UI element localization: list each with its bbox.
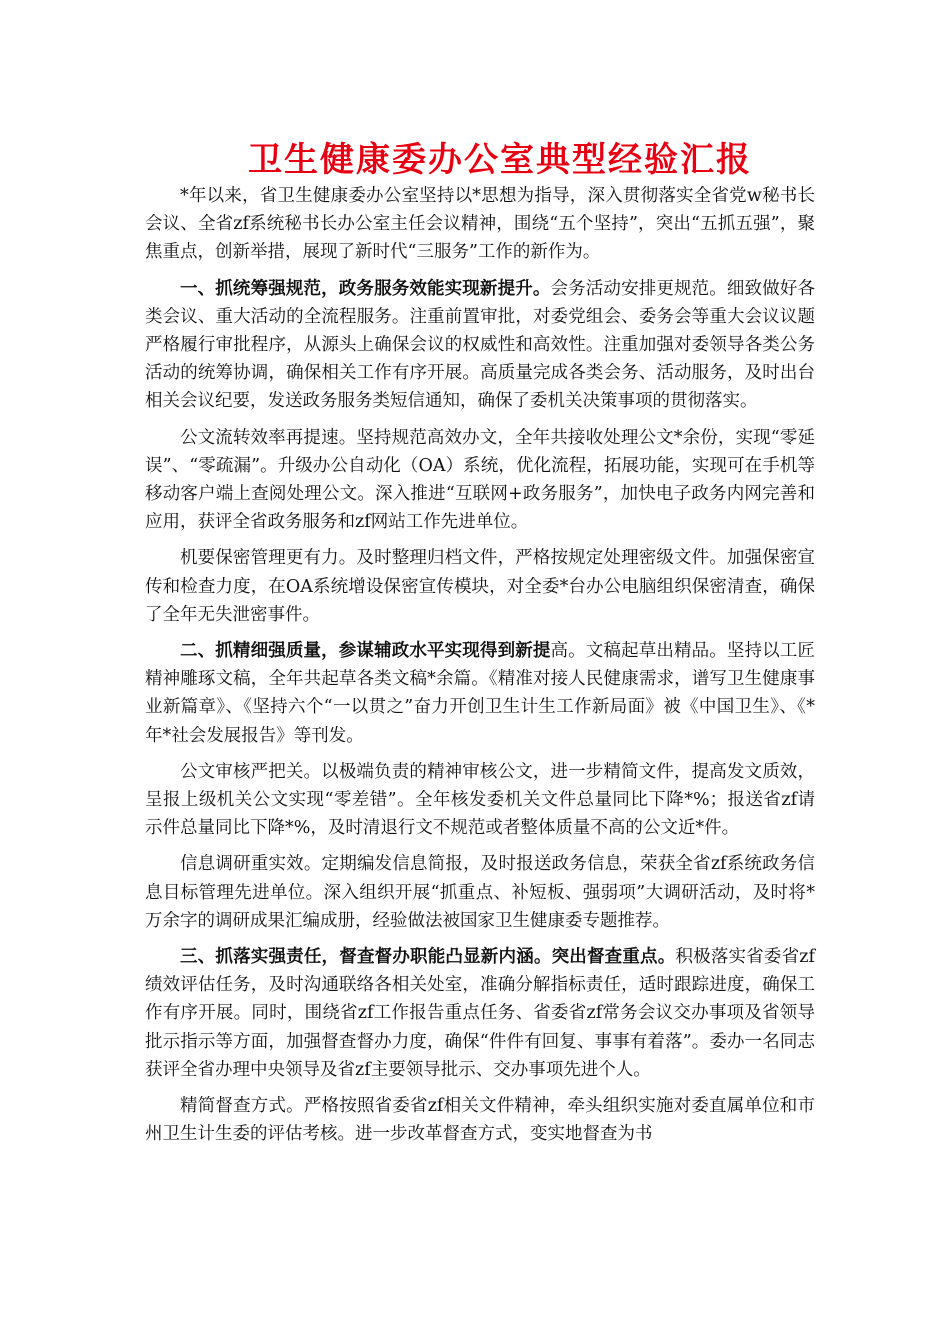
paragraph: 信息调研重实效。定期编发信息简报，及时报送政务信息，荣获全省zf系统政务信息目标管理先进单位。深入组织开展“抓重点、补短板、强弱项”大调研活动，及时将*万余字的调研成果汇编成册，经验做法被国家卫生健康委专题推荐。 <box>145 854 815 931</box>
section-heading: 三、抓落实强责任，督查督办职能凸显新内涵。突出督查重点。 <box>180 947 676 968</box>
paragraph: 精简督查方式。严格按照省委省zf相关文件精神，牵头组织实施对委直属单位和市州卫生计生委的评估考核。进一步改革督查方式，变实地督查为书 <box>145 1096 815 1145</box>
section-paragraph: 一、抓统筹强规范，政务服务效能实现新提升。会务活动安排更规范。细致做好各类会议、重大活动的全流程服务。注重前置审批，对委党组会、委务会等重大会议议题严格履行审批程序，从源头上确保会议的权威性和高效性。注重加强对委领导各类公务活动的统筹协调，确保相关工作有序开展。高质量完成各类会务、活动服务，及时出台相关会议纪要，发送政务服务类短信通知，确保了委机关决策事项的贯彻落实。 <box>145 278 815 412</box>
section-heading: 一、抓统筹强规范，政务服务效能实现新提升。 <box>180 278 551 299</box>
section-paragraph: 三、抓落实强责任，督查督办职能凸显新内涵。突出督查重点。积极落实省委省zf绩效评估任务，及时沟通联络各相关处室，准确分解指标责任，适时跟踪进度，确保工作有序开展。同时，围绕省zf工作报告重点任务、省委省zf常务会议交办事项及省领导批示指示等方面，加强督查督办力度，确保“件件有回复、事事有着落”。委办一名同志获评全省办理中央领导及省zf主要领导批示、交办事项先进个人。 <box>145 947 815 1080</box>
paragraph: *年以来，省卫生健康委办公室坚持以*思想为指导，深入贯彻落实全省党w秘书长会议、全省zf系统秘书长办公室主任会议精神，围绕“五个坚持”，突出“五抓五强”，聚焦重点，创新举措，展现了新时代“三服务”工作的新作为。 <box>145 186 815 263</box>
document-title: 卫生健康委办公室典型经验汇报 <box>248 140 752 180</box>
paragraph: 机要保密管理更有力。及时整理归档文件，严格按规定处理密级文件。加强保密宣传和检查力度，在OA系统增设保密宣传模块，对全委*台办公电脑组织保密清查，确保了全年无失泄密事件。 <box>145 548 815 625</box>
paragraph: 公文流转效率再提速。坚持规范高效办文，全年共接收处理公文*余份，实现“零延误”、“零疏漏”。升级办公自动化（OA）系统，优化流程，拓展功能，实现可在手机等移动客户端上查阅处理公文。深入推进“互联网+政务服务”，加快电子政务内网完善和应用，获评全省政务服务和zf网站工作先进单位。 <box>145 427 815 533</box>
section-heading: 二、抓精细强质量，参谋辅政水平实现得到新提 <box>180 641 551 662</box>
section-paragraph: 二、抓精细强质量，参谋辅政水平实现得到新提高。文稿起草出精品。坚持以工匠精神雕琢文稿，全年共起草各类文稿*余篇。《精准对接人民健康需求，谱写卫生健康事业新篇章》、《坚持六个“一以贯之”奋力开创卫生计生工作新局面》被《中国卫生》、《*年*社会发展报告》等刊发。 <box>145 641 815 746</box>
document-body <box>145 182 815 1157</box>
paragraph: 公文审核严把关。以极端负责的精神审核公文，进一步精简文件，提高发文质效，呈报上级机关公文实现“零差错”。全年核发委机关文件总量同比下降*%；报送省zf请示件总量同比下降*%，及时清退行文不规范或者整体质量不高的公文近*件。 <box>145 761 815 839</box>
